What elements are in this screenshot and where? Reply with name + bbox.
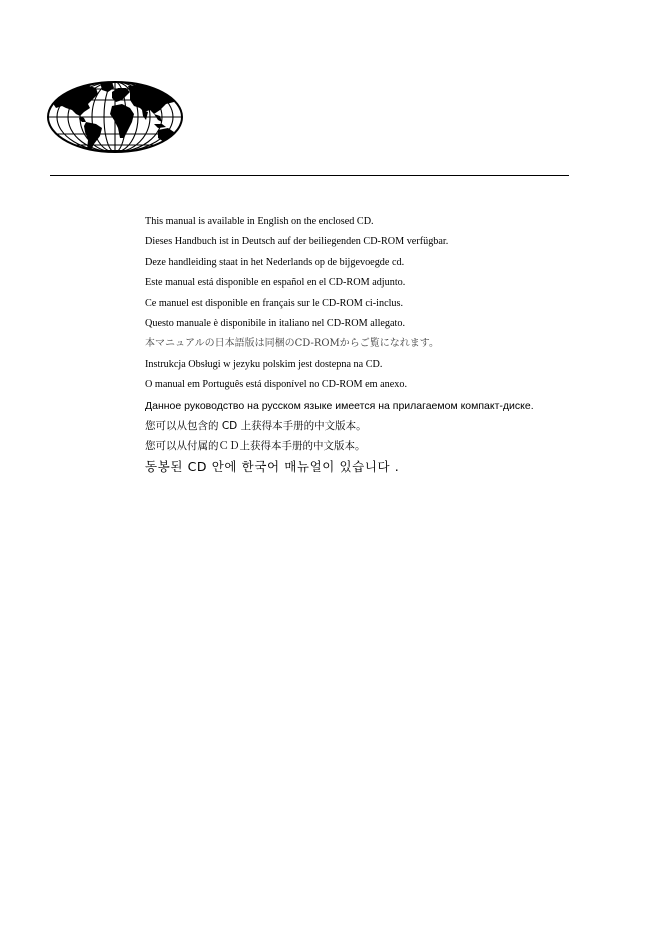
line-portuguese: O manual em Português está disponível no CD-ROM em anexo. [145,379,408,391]
line-japanese: 本マニュアルの日本語版は同梱のCD-ROMからご覧になれます。 [145,338,439,350]
line-italian: Questo manuale è disponibile in italiano nel CD-ROM allegato. [145,317,406,329]
line-spanish: Este manual está disponible en español en el CD-ROM adjunto. [145,277,406,289]
line-chinese-simplified: 您可以从包含的 CD 上获得本手册的中文版本。 [145,419,367,432]
line-french: Ce manuel est disponible en français sur le CD-ROM ci-inclus. [145,297,404,309]
line-german: Dieses Handbuch ist in Deutsch auf der beiliegenden CD-ROM verfügbar. [145,236,449,248]
line-korean: 동봉된 CD 안에 한국어 매뉴얼이 있습니다 . [145,458,400,474]
line-polish: Instrukcja Obsługi w jezyku polskim jest dostepna na CD. [145,358,383,370]
line-russian: Данное руководство на русском языке имеется на прилагаемом компакт-диске. [145,399,534,412]
language-availability-list [145,212,645,477]
line-english: This manual is available in English on the enclosed CD. [145,216,374,227]
line-dutch: Deze handleiding staat in het Nederlands op de bijgevoegde cd. [145,256,405,268]
line-chinese-alt: 您可以从付属的ＣＤ上获得本手册的中文版本。 [145,440,366,453]
header-divider [50,175,569,176]
world-globe-icon [46,80,184,154]
